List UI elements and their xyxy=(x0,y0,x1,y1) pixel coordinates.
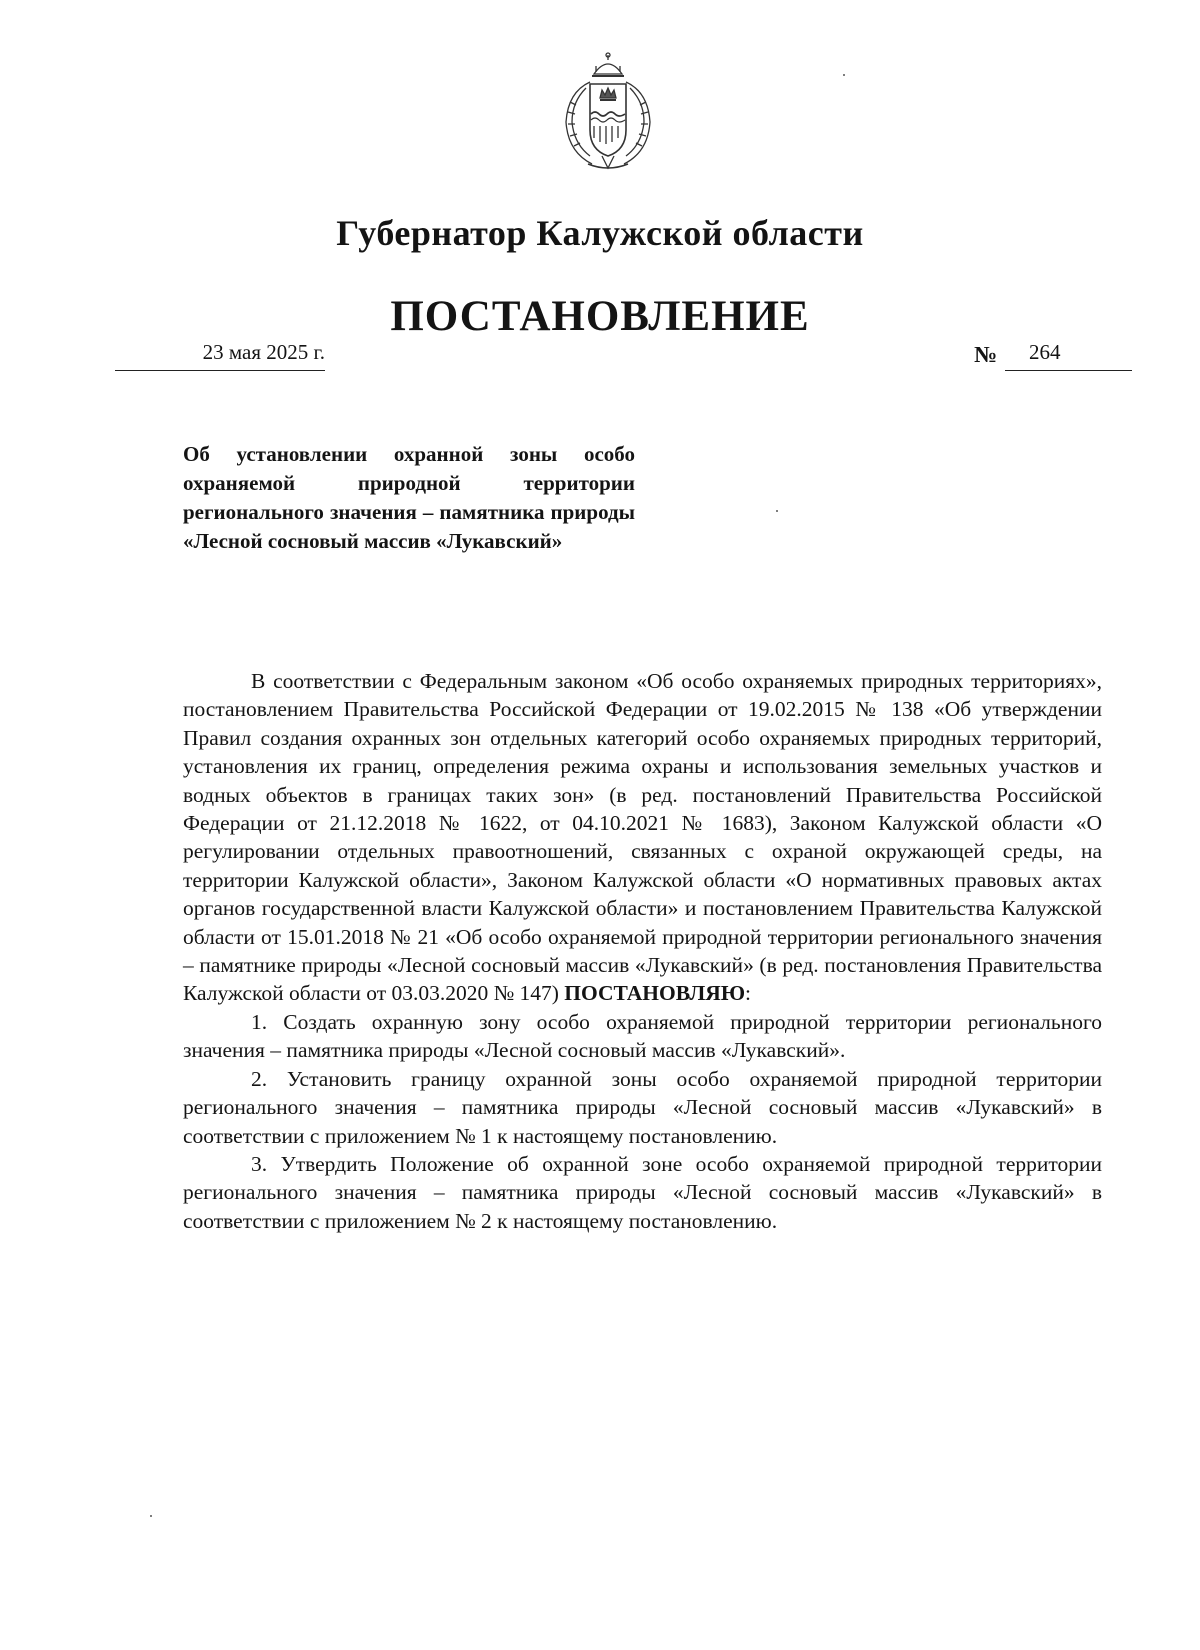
document-title: Об установлении охранной зоны особо охраняемой природной территории регионального значения – памятника природы «Лесной сосновый массив «Лукавский» xyxy=(183,442,635,553)
preamble-paragraph xyxy=(183,667,1102,1008)
scan-speck xyxy=(776,510,778,512)
decree-word: ПОСТАНОВЛЯЮ xyxy=(564,981,746,1006)
document-body xyxy=(183,667,1102,1235)
coat-of-arms-icon xyxy=(558,52,658,174)
list-item: 3. Утвердить Положение об охранной зоне особо охраняемой природной территории регионального значения – памятника природы «Лесной сосновый массив «Лукавский» в соответствии с приложением № 2 к настоящему постановлению. xyxy=(183,1151,1102,1233)
scan-speck xyxy=(843,74,845,76)
document-type-heading: ПОСТАНОВЛЕНИЕ xyxy=(390,293,810,340)
preamble-text: В соответствии с Федеральным законом «Об особо охраняемых природных территориях», постановлением Правительства Российской Федерации от 19.02.2015 № 138 «Об утверждении Правил создания охранных зон отдельных категорий особо охраняемых природных территорий, установления их границ, определения режима охраны и использования земельных участков и водных объектов в границах таких зон» (в ред. постановлений Правительства Российской Федерации от 21.12.2018 № 1622, от 04.10.2021 № 1683), Законом Калужской области «О регулировании отдельных правоотношений, связанных с охраной окружающей среды, на территории Калужской области», Законом Калужской области «О нормативных правовых актах органов государственной власти Калужской области» и постановлением Правительства Калужской области от 15.01.2018 № 21 «Об особо охраняемой природной территории регионального значения – памятнике природы «Лесной сосновый массив «Лукавский» (в ред. постановления Правительства Калужской области от 03.03.2020 № 147) xyxy=(183,669,1102,1006)
document-number: 264 xyxy=(1029,340,1061,364)
number-label: № xyxy=(974,342,998,367)
number-field xyxy=(1005,340,1132,371)
date-field xyxy=(115,340,325,371)
issuing-authority: Губернатор Калужской области xyxy=(336,213,864,253)
scan-speck xyxy=(150,1515,152,1517)
list-item: 2. Установить границу охранной зоны особо охраняемой природной территории регионального значения – памятника природы «Лесной сосновый массив «Лукавский» в соответствии с приложением № 1 к настоящему постановлению. xyxy=(183,1066,1102,1148)
document-date: 23 мая 2025 г. xyxy=(202,340,325,364)
decree-colon: : xyxy=(745,981,752,1006)
list-item: 1. Создать охранную зону особо охраняемой природной территории регионального значения – памятника природы «Лесной сосновый массив «Лукавский». xyxy=(183,1009,1102,1063)
